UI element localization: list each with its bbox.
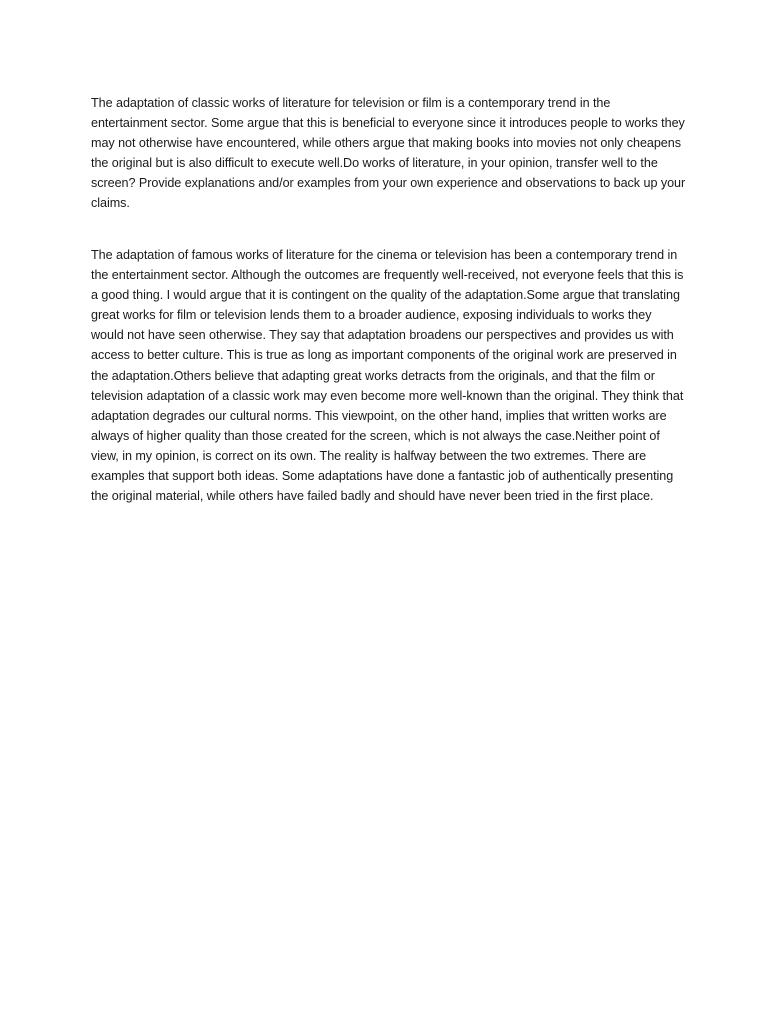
essay-paragraph: The adaptation of famous works of literature for the cinema or television has been a contemporary trend in the entertainment sector. Although the outcomes are frequently well-received, not everyone feels that this is a good thing. I would argue that it is contingent on the quality of the adaptation.Some argue that translating great works for film or television lends them to a broader audience, exposing individuals to works they would not have seen otherwise. They say that adaptation broadens our perspectives and provides us with access to better culture. This is true as long as important components of the original work are preserved in the adaptation.Others believe that adapting great works detracts from the originals, and that the film or television adaptation of a classic work may even become more well-known than the original. They think that adaptation degrades our cultural norms. This viewpoint, on the other hand, implies that written works are always of higher quality than those created for the screen, which is not always the case.Neither point of view, in my opinion, is correct on its own. The reality is halfway between the two extremes. There are examples that support both ideas. Some adaptations have done a fantastic job of authentically presenting the original material, while others have failed badly and should have never been tried in the first place. — [91, 248, 684, 504]
prompt-paragraph: The adaptation of classic works of literature for television or film is a contemporary trend in the entertainment sector. Some argue that this is beneficial to everyone since it introduces people to works they may not otherwise have encountered, while others argue that making books into movies not only cheapens the original but is also difficult to execute well.Do works of literature, in your opinion, transfer well to the screen? Provide explanations and/or examples from your own experience and observations to back up your claims. — [91, 96, 686, 211]
